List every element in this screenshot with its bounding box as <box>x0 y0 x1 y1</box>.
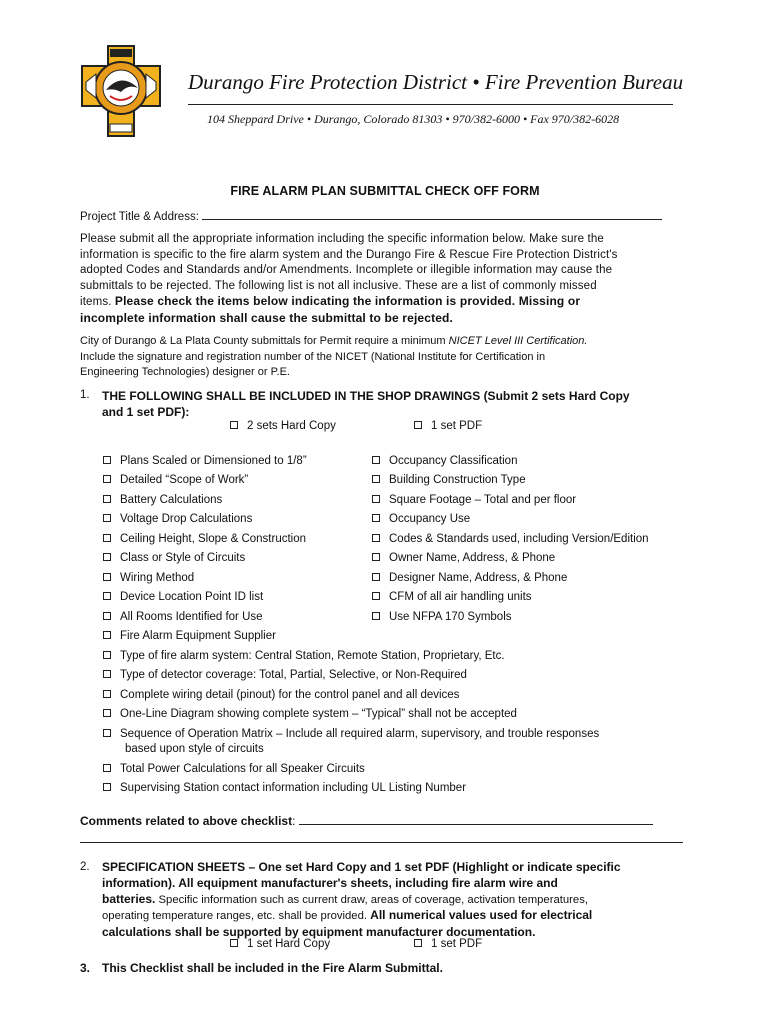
section2-line: batteries. <box>102 891 156 906</box>
checkbox[interactable] <box>103 475 111 483</box>
checklist-item[interactable] <box>103 474 248 486</box>
form-title: FIRE ALARM PLAN SUBMITTAL CHECK OFF FORM <box>230 184 540 198</box>
option-label: 1 set PDF <box>431 938 483 950</box>
section2-line: SPECIFICATION SHEETS – One set Hard Copy and 1 set PDF (Highlight or indicate specific <box>102 860 621 874</box>
nicet-paragraph <box>80 334 587 381</box>
comments-colon: : <box>292 814 296 828</box>
checklist-item-label: Designer Name, Address, & Phone <box>389 572 568 584</box>
option-hard-copy[interactable] <box>230 420 336 432</box>
checklist-item-label: Device Location Point ID list <box>120 591 264 603</box>
checkbox[interactable] <box>372 592 380 600</box>
checklist-item[interactable] <box>103 669 467 681</box>
checkbox[interactable] <box>103 514 111 522</box>
checklist-item-label: Total Power Calculations for all Speaker Circuits <box>120 763 365 775</box>
checklist-item-label: Detailed “Scope of Work” <box>120 474 249 486</box>
checkbox[interactable] <box>372 475 380 483</box>
checkbox[interactable] <box>103 651 111 659</box>
checkbox[interactable] <box>103 553 111 561</box>
checklist-item[interactable] <box>103 708 517 720</box>
checklist-item[interactable] <box>103 513 252 525</box>
district-title: Durango Fire Protection District • Fire Prevention Bureau <box>188 70 684 94</box>
nicet-certification: NICET Level III Certification. <box>448 335 588 347</box>
option-label: 2 sets Hard Copy <box>247 420 336 432</box>
section2-line: information). All equipment manufacturer's sheets, including fire alarm wire and <box>102 875 558 890</box>
checkbox[interactable] <box>372 456 380 464</box>
checkbox[interactable] <box>372 514 380 522</box>
checklist-item-label: Building Construction Type <box>389 474 526 486</box>
intro-emphasis-line2: incomplete information shall cause the submittal to be rejected. <box>80 310 454 325</box>
checklist-item-label: CFM of all air handling units <box>389 591 532 603</box>
checklist-item[interactable] <box>103 630 276 642</box>
checklist-item[interactable] <box>103 494 222 506</box>
project-field[interactable] <box>202 208 662 220</box>
checklist-item-label: Occupancy Use <box>389 513 471 525</box>
sequence-continuation: based upon style of circuits <box>125 743 264 755</box>
section1-heading-line: THE FOLLOWING SHALL BE INCLUDED IN THE SHOP DRAWINGS (Submit 2 sets Hard Copy <box>102 389 630 403</box>
checklist-item-label: All Rooms Identified for Use <box>120 611 263 623</box>
checklist-item[interactable] <box>372 533 649 545</box>
option-hard-copy[interactable] <box>230 938 330 950</box>
checklist-item-label: Type of detector coverage: Total, Partial, Selective, or Non-Required <box>120 669 467 681</box>
checkbox[interactable] <box>372 573 380 581</box>
header-divider <box>188 104 673 105</box>
checkbox[interactable] <box>103 534 111 542</box>
checkbox[interactable] <box>230 421 238 429</box>
checklist-item[interactable] <box>103 782 466 794</box>
checklist-item-label: Use NFPA 170 Symbols <box>389 611 512 623</box>
section3-text: This Checklist shall be included in the Fire Alarm Submittal. <box>102 961 443 975</box>
checklist-item-label: Complete wiring detail (pinout) for the control panel and all devices <box>120 689 460 701</box>
checklist-item[interactable] <box>372 474 526 486</box>
option-pdf[interactable] <box>414 420 482 432</box>
checklist-item-label: Supervising Station contact information including UL Listing Number <box>120 782 467 794</box>
checklist-item-label: Class or Style of Circuits <box>120 552 246 564</box>
checklist-item-label: Voltage Drop Calculations <box>120 513 253 525</box>
checkbox[interactable] <box>103 456 111 464</box>
checklist-item[interactable] <box>372 513 470 525</box>
checklist-item[interactable] <box>103 689 459 701</box>
intro-line: adopted Codes and Standards and/or Amendments. Incomplete or illegible information may cause the <box>80 264 613 276</box>
checklist-item-label: Square Footage – Total and per floor <box>389 494 577 506</box>
checkbox[interactable] <box>372 553 380 561</box>
checklist-item[interactable] <box>103 552 245 564</box>
checklist-item-label: Owner Name, Address, & Phone <box>389 552 556 564</box>
section1-heading <box>102 388 630 420</box>
checkbox[interactable] <box>230 939 238 947</box>
checkbox[interactable] <box>103 573 111 581</box>
section1-heading-line: and 1 set PDF): <box>102 405 190 419</box>
intro-line: items. <box>80 296 115 308</box>
checklist-item-label: Occupancy Classification <box>389 455 518 467</box>
checklist-item-label: Sequence of Operation Matrix – Include all required alarm, supervisory, and trouble responses <box>120 728 600 740</box>
section2-line: Specific information such as current draw, areas of coverage, activation temperatures, <box>155 893 588 906</box>
option-label: 1 set Hard Copy <box>247 938 331 950</box>
checkbox[interactable] <box>103 729 111 737</box>
comments-field-line2[interactable] <box>80 842 683 843</box>
section2-line: calculations shall be supported by equipment manufacturer documentation. <box>102 925 536 940</box>
section-number: 3. <box>80 961 91 975</box>
checklist-item-label: Ceiling Height, Slope & Construction <box>120 533 307 545</box>
checklist-item[interactable] <box>103 533 306 545</box>
checklist-item[interactable] <box>103 728 599 740</box>
checklist-item[interactable] <box>372 591 532 603</box>
nicet-text: City of Durango & La Plata County submittals for Permit require a minimum <box>80 335 449 347</box>
section2-line: All numerical values used for electrical <box>370 908 593 923</box>
section-number: 2. <box>80 861 90 873</box>
checkbox[interactable] <box>103 764 111 772</box>
checkbox[interactable] <box>103 612 111 620</box>
checklist-item[interactable] <box>372 611 512 623</box>
project-label: Project Title & Address: <box>80 211 199 223</box>
checklist-item[interactable] <box>103 763 365 775</box>
checklist-item-label: One-Line Diagram showing complete system – “Typical” shall not be accepted <box>120 708 517 720</box>
checklist-item-label: Plans Scaled or Dimensioned to 1/8” <box>120 455 307 467</box>
checklist-item[interactable] <box>103 611 263 623</box>
intro-line: submittals to be rejected. The following list is not all inclusive. These are a list of commonly missed <box>80 279 597 292</box>
checklist-item[interactable] <box>372 552 555 564</box>
section-number: 1. <box>80 389 90 401</box>
checkbox[interactable] <box>414 939 422 947</box>
intro-line: information is specific to the fire alarm system and the Durango Fire & Rescue Fire Protection District's <box>80 248 618 261</box>
checklist-item-label: Fire Alarm Equipment Supplier <box>120 630 276 642</box>
checklist-item[interactable] <box>103 572 194 584</box>
project-row <box>80 208 662 226</box>
district-address: 104 Sheppard Drive • Durango, Colorado 81303 • 970/382-6000 • Fax 970/382-6028 <box>207 112 620 126</box>
checkbox[interactable] <box>103 783 111 791</box>
intro-emphasis: Please check the items below indicating the information is provided. Missing or <box>114 294 581 308</box>
fire-district-logo <box>80 44 162 138</box>
checklist-item[interactable] <box>103 455 307 467</box>
option-label: 1 set PDF <box>431 420 483 432</box>
section2-text <box>102 860 621 941</box>
checklist-item[interactable] <box>103 591 263 603</box>
checkbox[interactable] <box>414 421 422 429</box>
nicet-text: Engineering Technologies) designer or P.E. <box>80 366 290 378</box>
checklist-item-label: Battery Calculations <box>120 494 223 506</box>
checkbox[interactable] <box>372 534 380 542</box>
checkbox[interactable] <box>103 592 111 600</box>
intro-line: Please submit all the appropriate information including the specific information below. Make sure the <box>80 233 604 245</box>
intro-paragraph <box>80 232 618 326</box>
comments-row <box>80 813 653 828</box>
checklist-item[interactable] <box>372 572 567 584</box>
checklist-item[interactable] <box>372 455 517 467</box>
checklist-item-label: Type of fire alarm system: Central Station, Remote Station, Proprietary, Etc. <box>120 650 505 662</box>
checklist-item-label: Codes & Standards used, including Version/Edition <box>389 533 649 545</box>
option-pdf[interactable] <box>414 938 482 950</box>
checkbox[interactable] <box>103 690 111 698</box>
nicet-text: Include the signature and registration number of the NICET (National Institute for Certification in <box>80 350 546 363</box>
checkbox[interactable] <box>103 631 111 639</box>
comments-label: Comments related to above checklist <box>80 814 293 828</box>
checklist-item-label: Wiring Method <box>120 572 195 584</box>
checklist-item[interactable] <box>103 650 505 662</box>
checkbox[interactable] <box>103 495 111 503</box>
checkbox[interactable] <box>103 709 111 717</box>
checkbox[interactable] <box>372 612 380 620</box>
comments-field[interactable] <box>299 813 653 825</box>
checklist-item[interactable] <box>372 494 576 506</box>
section2-line: operating temperature ranges, etc. shall be provided. <box>102 910 371 923</box>
checkbox[interactable] <box>103 670 111 678</box>
checkbox[interactable] <box>372 495 380 503</box>
